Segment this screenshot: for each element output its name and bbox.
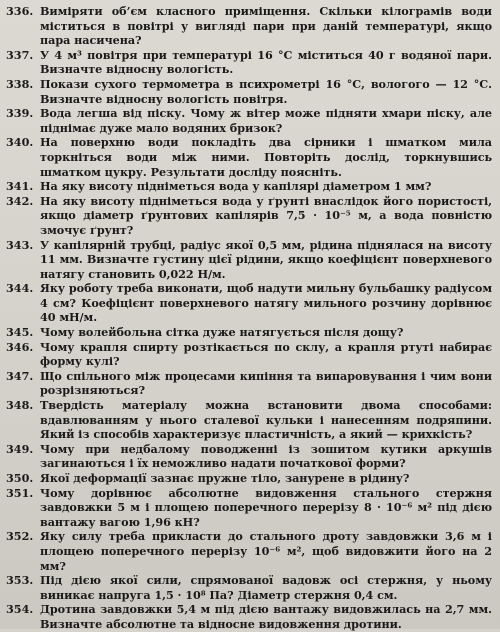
problem-340 <box>4 135 492 179</box>
problem-text: На яку висоту підніметься вода у капілярі діаметром 1 мм? <box>40 179 432 194</box>
problem-number: 336. <box>6 4 34 18</box>
problem-number: 349. <box>6 441 34 456</box>
problem-352 <box>4 529 492 573</box>
problem-text: На яку висоту підніметься вода у ґрунті внаслідок його пористості, якщо діаметр ґрунтових капілярів 7,5 · 10⁻⁵ м, а вода повністю змочує ґрунт? <box>40 193 492 237</box>
problem-348 <box>4 398 492 442</box>
problem-text: Дротина завдовжки 5,4 м під дією вантажу видовжилась на 2,7 мм. Визначте абсолютне та відносне видовження дротини. <box>40 602 492 631</box>
problem-text: Якої деформації зазнає пружне тіло, занурене в рідину? <box>40 471 410 485</box>
problem-336 <box>4 4 492 48</box>
problem-337 <box>4 48 492 77</box>
problem-text: Чому волейбольна сітка дуже натягується після дощу? <box>40 325 404 340</box>
problem-text: Покази сухого термометра в психрометрі 16 °С, вологого — 12 °С. Визначте відносну вологість повітря. <box>40 76 492 106</box>
problem-text: Чому крапля спирту розтікається по склу, а крапля ртуті набирає форму кулі? <box>40 339 492 369</box>
problem-number: 347. <box>6 368 34 383</box>
problem-342 <box>4 194 492 238</box>
problem-number: 337. <box>6 47 34 62</box>
problem-338 <box>4 77 492 106</box>
problem-text: Виміряти об’єм класного приміщення. Скільки кілограмів води міститься в повітрі у вигляді пари при даній температурі, якщо пара насичена? <box>40 4 492 48</box>
problem-341 <box>4 179 492 194</box>
problem-345 <box>4 325 492 340</box>
problem-353 <box>4 573 492 602</box>
problem-number: 344. <box>6 281 34 296</box>
problem-text: Яку роботу треба виконати, щоб надути мильну бульбашку радіусом 4 см? Коефіцієнт поверхневого натягу мильного розчину дорівнює 40 мН/м. <box>40 281 492 325</box>
problem-number: 341. <box>6 179 34 194</box>
problem-text: Твердість матеріалу можна встановити двома способами: вдавлюванням у нього сталевої кульки і нанесенням подряпини. Який із способів характеризує пластичність, а який — крихкість? <box>40 398 492 442</box>
problem-number: 354. <box>6 602 34 617</box>
problem-text: На поверхню води покладіть два сірники і шматком мила торкніться води між ними. Повторіть дослід, торкнувшись шматком цукру. Результати досліду поясніть. <box>40 135 492 179</box>
problem-number: 350. <box>6 471 34 485</box>
problem-number: 353. <box>6 573 34 588</box>
problem-text: Яку силу треба прикласти до стального дроту завдовжки 3,6 м і площею поперечного перерізу 10⁻⁶ м², щоб видовжити його на 2 мм? <box>40 529 492 573</box>
problem-349 <box>4 442 492 471</box>
problem-number: 348. <box>6 398 34 413</box>
problem-number: 343. <box>6 237 34 252</box>
problem-347 <box>4 369 492 398</box>
problem-text: Під дією якої сили, спрямованої вадовж осі стержня, у ньому виникає напруга 1,5 · 10⁸ Па? Діаметр стержня 0,4 см. <box>40 573 492 602</box>
problem-text: Що спільного між процесами кипіння та випаровування і чим вони розрізняються? <box>40 368 492 398</box>
problem-number: 351. <box>6 485 34 500</box>
problem-344 <box>4 281 492 325</box>
problem-350 <box>4 471 492 486</box>
problem-number: 352. <box>6 529 34 544</box>
problem-339 <box>4 106 492 135</box>
problem-text: Чому при недбалому поводженні із зошитом кутики аркушів загинаються і їх неможливо надати початкової форми? <box>40 441 492 471</box>
problem-number: 342. <box>6 193 34 208</box>
problem-number: 339. <box>6 106 34 121</box>
problem-text: Вода легша від піску. Чому ж вітер може підняти хмари піску, але піднімає дуже мало водяних бризок? <box>40 106 492 135</box>
problem-346 <box>4 340 492 369</box>
problem-text: У капілярній трубці, радіус якої 0,5 мм, рідина піднялася на висоту 11 мм. Визначте густину цієї рідини, якщо коефіцієнт поверхневого натягу становить 0,022 Н/м. <box>40 237 492 281</box>
problem-number: 345. <box>6 325 34 340</box>
problem-number: 340. <box>6 135 34 150</box>
problem-text: Чому дорівнює абсолютне видовження стального стержня завдовжки 5 м і площею поперечного перерізу 8 · 10⁻⁶ м² під дією вантажу вагою 1,96 кН? <box>40 485 492 529</box>
problem-number: 346. <box>6 339 34 354</box>
problem-number: 338. <box>6 76 34 91</box>
problem-text: У 4 м³ повітря при температурі 16 °С міститься 40 г водяної пари. Визначте відносну вологість. <box>40 47 492 77</box>
problem-343 <box>4 238 492 282</box>
problem-354 <box>4 602 492 631</box>
problem-351 <box>4 486 492 530</box>
